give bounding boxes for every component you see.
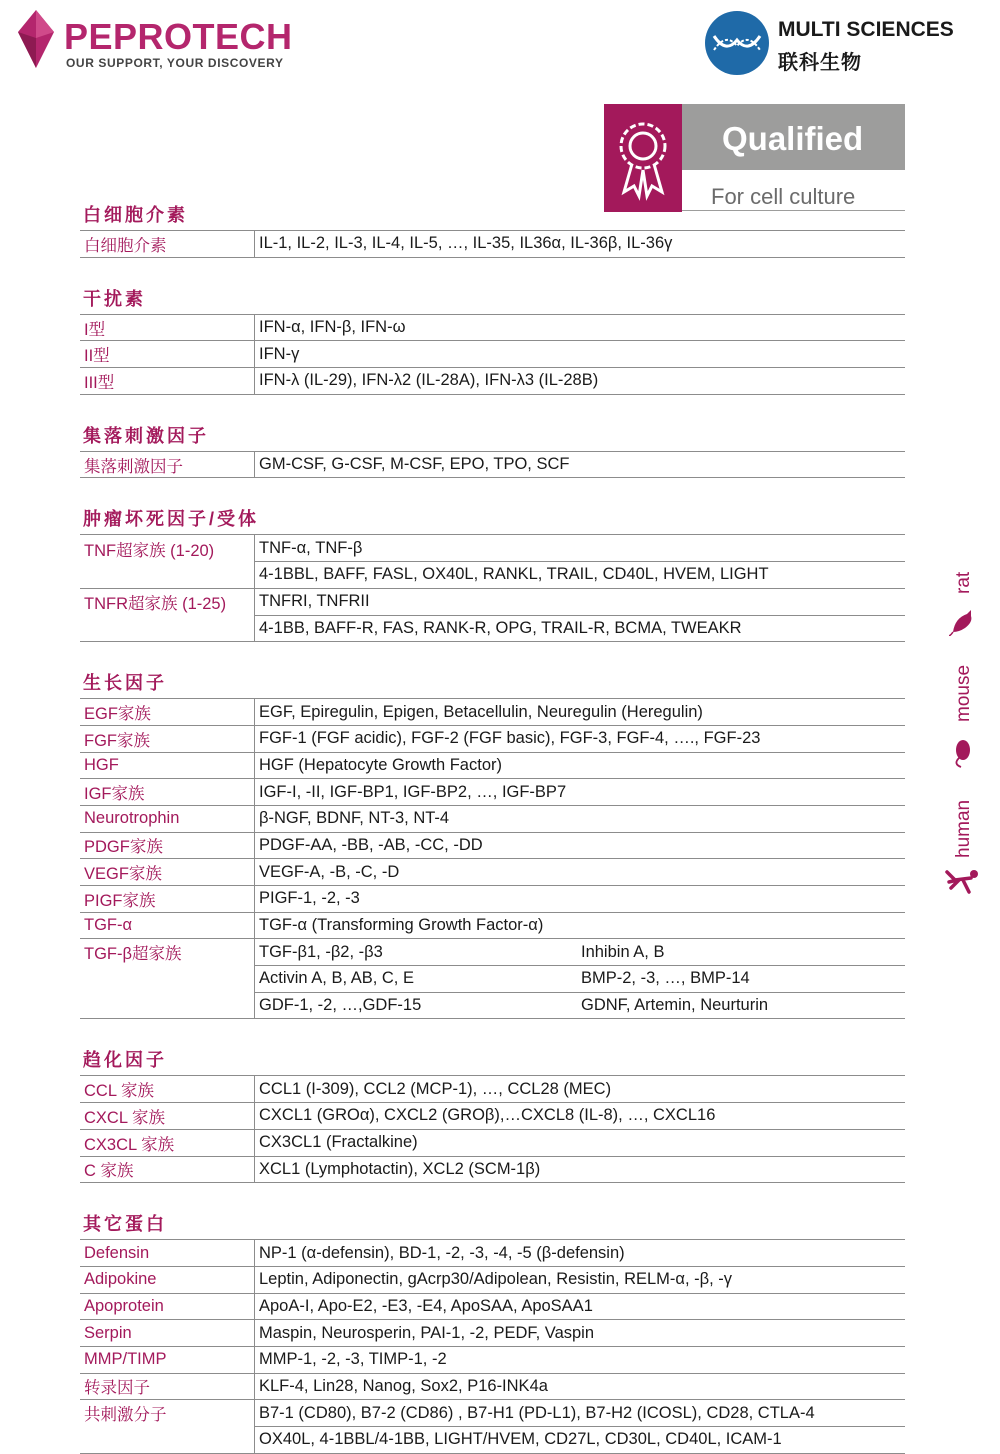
category-cell xyxy=(80,562,255,589)
category-cell: IGF家族 xyxy=(80,779,255,806)
table-row xyxy=(80,939,905,966)
category-cell xyxy=(80,615,255,642)
table-row xyxy=(80,615,905,642)
value-cell: GM-CSF, G-CSF, M-CSF, EPO, TPO, SCF xyxy=(255,451,906,478)
category-cell: MMP/TIMP xyxy=(80,1346,255,1373)
table-row xyxy=(80,752,905,779)
category-cell: TNF超家族 (1-20) xyxy=(80,535,255,562)
category-cell xyxy=(80,992,255,1019)
category-cell: PDGF家族 xyxy=(80,832,255,859)
category-cell: FGF家族 xyxy=(80,725,255,752)
category-cell: CXCL 家族 xyxy=(80,1103,255,1130)
badge-icon-panel xyxy=(604,104,682,212)
value-cell: CXCL1 (GROα), CXCL2 (GROβ),…CXCL8 (IL-8), …, CXCL16 xyxy=(255,1103,906,1130)
table-row xyxy=(80,1427,905,1454)
category-cell: TGF-α xyxy=(80,912,255,939)
brand-left-tagline: OUR SUPPORT, YOUR DISCOVERY xyxy=(66,56,284,70)
species-label-mouse: mouse xyxy=(953,664,974,722)
category-cell: 共刺激分子 xyxy=(80,1400,255,1427)
value-cell: TNF-α, TNF-β xyxy=(255,535,906,562)
value-cell: CCL1 (I-309), CCL2 (MCP-1), …, CCL28 (MEC) xyxy=(255,1076,906,1103)
table-row xyxy=(80,1156,905,1183)
category-cell xyxy=(80,1427,255,1454)
category-cell: Defensin xyxy=(80,1240,255,1267)
value-cell: CX3CL1 (Fractalkine) xyxy=(255,1129,906,1156)
table-row xyxy=(80,912,905,939)
value-cell-secondary xyxy=(577,779,905,806)
category-cell: EGF家族 xyxy=(80,699,255,726)
category-cell xyxy=(80,966,255,993)
peprotech-logo xyxy=(18,10,318,72)
table-row xyxy=(80,1320,905,1347)
species-label-human: human xyxy=(953,799,974,858)
section-title: 干扰素 xyxy=(83,288,146,309)
section-title: 白细胞介素 xyxy=(83,205,188,225)
value-cell: Activin A, B, AB, C, E xyxy=(255,966,578,993)
value-cell: ApoA-I, Apo-E2, -E3, -E4, ApoSAA, ApoSAA1 xyxy=(255,1293,906,1320)
table-row xyxy=(80,725,905,752)
section-table xyxy=(80,314,905,395)
table-row xyxy=(80,314,905,341)
table-row xyxy=(80,779,905,806)
section-spacer xyxy=(80,642,905,668)
table-row xyxy=(80,1373,905,1400)
value-cell-secondary xyxy=(577,805,905,832)
brand-right-chinese: 联科生物 xyxy=(778,52,862,74)
value-cell: IL-1, IL-2, IL-3, IL-4, IL-5, …, IL-35, IL36α, IL-36β, IL-36γ xyxy=(255,231,906,258)
value-cell: NP-1 (α-defensin), BD-1, -2, -3, -4, -5 (β-defensin) xyxy=(255,1240,906,1267)
section-table xyxy=(80,1075,905,1183)
value-cell: 4-1BBL, BAFF, FASL, OX40L, RANKL, TRAIL, CD40L, HVEM, LIGHT xyxy=(255,562,906,589)
value-cell: PIGF-1, -2, -3 xyxy=(255,886,578,913)
value-cell: Leptin, Adiponectin, gAcrp30/Adipolean, Resistin, RELM-α, -β, -γ xyxy=(255,1266,906,1293)
mouse-icon xyxy=(949,738,975,768)
value-cell: TGF-β1, -β2, -β3 xyxy=(255,939,578,966)
value-cell: GDF-1, -2, …,GDF-15 xyxy=(255,992,578,1019)
section-spacer xyxy=(80,478,905,504)
value-cell: Maspin, Neurosperin, PAI-1, -2, PEDF, Vaspin xyxy=(255,1320,906,1347)
table-row xyxy=(80,832,905,859)
section-spacer xyxy=(80,1019,905,1045)
category-cell: 集落刺激因子 xyxy=(80,451,255,478)
table-row xyxy=(80,368,905,395)
category-cell: HGF xyxy=(80,752,255,779)
category-cell: Adipokine xyxy=(80,1266,255,1293)
table-row xyxy=(80,1266,905,1293)
value-cell: IFN-γ xyxy=(255,341,906,368)
category-cell: TNFR超家族 (1-25) xyxy=(80,588,255,615)
value-cell: FGF-1 (FGF acidic), FGF-2 (FGF basic), FGF-3, FGF-4, …., FGF-23 xyxy=(255,725,578,752)
value-cell: 4-1BB, BAFF-R, FAS, RANK-R, OPG, TRAIL-R, BCMA, TWEAKR xyxy=(255,615,906,642)
value-cell: OX40L, 4-1BBL/4-1BB, LIGHT/HVEM, CD27L, CD30L, CD40L, ICAM-1 xyxy=(255,1427,906,1454)
badge-subtitle: For cell culture xyxy=(711,184,856,209)
table-row xyxy=(80,1400,905,1427)
brand-right-name: MULTI SCIENCES xyxy=(778,18,954,41)
section-spacer xyxy=(80,258,905,284)
value-cell: KLF-4, Lin28, Nanog, Sox2, P16-INK4a xyxy=(255,1373,906,1400)
value-cell-secondary xyxy=(577,912,905,939)
section-title: 其它蛋白 xyxy=(83,1214,167,1235)
multi-sciences-logo xyxy=(704,10,984,76)
value-cell-secondary: BMP-2, -3, …, BMP-14 xyxy=(577,966,905,993)
value-cell-secondary: GDNF, Artemin, Neurturin xyxy=(577,992,905,1019)
table-row xyxy=(80,805,905,832)
section-title: 集落刺激因子 xyxy=(83,425,209,446)
value-cell: MMP-1, -2, -3, TIMP-1, -2 xyxy=(255,1346,906,1373)
value-cell: XCL1 (Lymphotactin), XCL2 (SCM-1β) xyxy=(255,1156,906,1183)
value-cell: B7-1 (CD80), B7-2 (CD86) , B7-H1 (PD-L1), B7-H2 (ICOSL), CD28, CTLA-4 xyxy=(255,1400,906,1427)
section-title: 生长因子 xyxy=(83,673,167,694)
category-cell: Serpin xyxy=(80,1320,255,1347)
table-row xyxy=(80,886,905,913)
table-row xyxy=(80,341,905,368)
category-cell: TGF-β超家族 xyxy=(80,939,255,966)
table-row xyxy=(80,535,905,562)
value-cell-secondary xyxy=(577,832,905,859)
category-cell: Apoprotein xyxy=(80,1293,255,1320)
table-row xyxy=(80,1103,905,1130)
table-row xyxy=(80,562,905,589)
table-row xyxy=(80,1293,905,1320)
category-cell: CCL 家族 xyxy=(80,1076,255,1103)
value-cell-secondary xyxy=(577,752,905,779)
section-spacer xyxy=(80,395,905,421)
peprotech-gem-icon xyxy=(18,10,54,68)
value-cell-secondary: Inhibin A, B xyxy=(577,939,905,966)
value-cell: TNFRI, TNFRII xyxy=(255,588,906,615)
section-table xyxy=(80,451,905,479)
rat-icon xyxy=(949,608,975,636)
value-cell: IFN-λ (IL-29), IFN-λ2 (IL-28A), IFN-λ3 (IL-28B) xyxy=(255,368,906,395)
table-row xyxy=(80,992,905,1019)
section-title: 肿瘤坏死因子/受体 xyxy=(83,509,260,530)
category-cell: CX3CL 家族 xyxy=(80,1129,255,1156)
category-cell: I型 xyxy=(80,314,255,341)
value-cell: PDGF-AA, -BB, -AB, -CC, -DD xyxy=(255,832,578,859)
category-cell: III型 xyxy=(80,368,255,395)
value-cell: TGF-α (Transforming Growth Factor-α) xyxy=(255,912,578,939)
product-category-tables xyxy=(80,200,905,1454)
award-ribbon-icon xyxy=(604,104,682,212)
section-table xyxy=(80,230,905,258)
value-cell-secondary xyxy=(577,886,905,913)
category-cell: C 家族 xyxy=(80,1156,255,1183)
table-row xyxy=(80,451,905,478)
badge-title: Qualified xyxy=(722,120,864,157)
section-title: 趋化因子 xyxy=(83,1050,167,1071)
species-sidebar xyxy=(935,560,995,900)
section-spacer xyxy=(80,1183,905,1209)
value-cell: VEGF-A, -B, -C, -D xyxy=(255,859,578,886)
value-cell: EGF, Epiregulin, Epigen, Betacellulin, Neuregulin (Heregulin) xyxy=(255,699,578,726)
section-table xyxy=(80,698,905,1019)
table-row xyxy=(80,966,905,993)
value-cell: HGF (Hepatocyte Growth Factor) xyxy=(255,752,578,779)
value-cell: IFN-α, IFN-β, IFN-ω xyxy=(255,314,906,341)
table-row xyxy=(80,1076,905,1103)
table-row xyxy=(80,1346,905,1373)
multi-sciences-circle-icon xyxy=(704,10,770,76)
table-row xyxy=(80,699,905,726)
section-table xyxy=(80,1239,905,1454)
species-label-rat: rat xyxy=(953,571,974,594)
brand-left-name: PEPROTECH xyxy=(64,16,293,57)
category-cell: 转录因子 xyxy=(80,1373,255,1400)
table-row xyxy=(80,859,905,886)
qualified-badge xyxy=(604,104,905,212)
table-row xyxy=(80,1240,905,1267)
table-row xyxy=(80,231,905,258)
human-icon xyxy=(945,866,979,896)
value-cell-secondary xyxy=(577,859,905,886)
section-table xyxy=(80,534,905,642)
value-cell: IGF-I, -II, IGF-BP1, IGF-BP2, …, IGF-BP7 xyxy=(255,779,578,806)
category-cell: 白细胞介素 xyxy=(80,231,255,258)
category-cell: PIGF家族 xyxy=(80,886,255,913)
category-cell: VEGF家族 xyxy=(80,859,255,886)
value-cell: β-NGF, BDNF, NT-3, NT-4 xyxy=(255,805,578,832)
category-cell: II型 xyxy=(80,341,255,368)
table-row xyxy=(80,1129,905,1156)
table-row xyxy=(80,588,905,615)
category-cell: Neurotrophin xyxy=(80,805,255,832)
